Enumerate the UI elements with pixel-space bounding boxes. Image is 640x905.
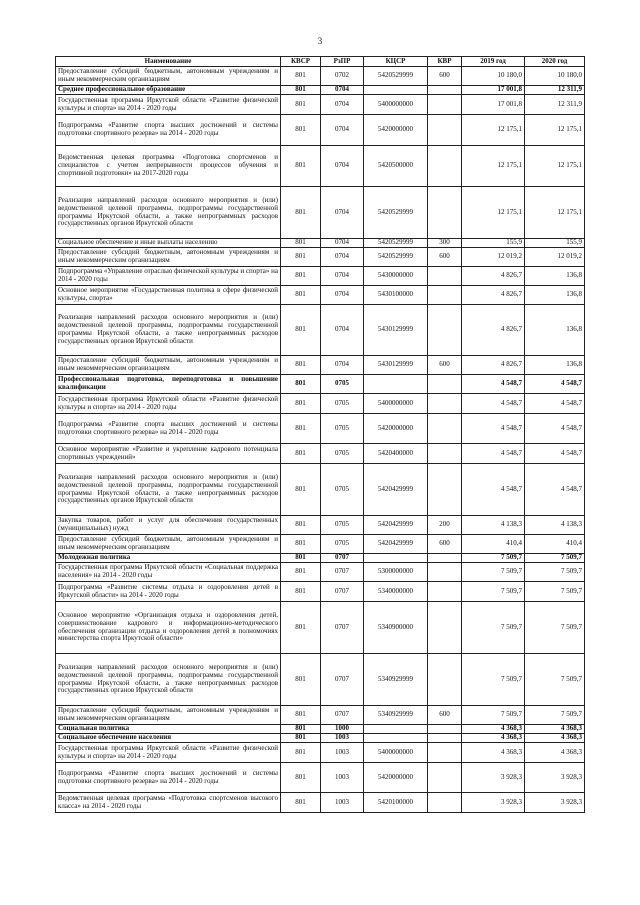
cell-2020: 136,8 (525, 267, 585, 286)
cell-name: Основное мероприятие «Организация отдыха и оздоровления детей, совершенствование кадрового и информационно-методического обеспечения организации отдыха и оздоровления детей в полномочиях министерства спорта Иркутской области» (56, 602, 281, 654)
cell-kvsr: 801 (281, 725, 321, 734)
cell-2019: 4 826,7 (462, 286, 525, 305)
cell-rzpr: 0704 (321, 95, 364, 115)
cell-rzpr: 0704 (321, 187, 364, 239)
cell-kvsr: 801 (281, 115, 321, 146)
table-row (56, 582, 585, 602)
cell-name: Подпрограмма «Управление отраслью физической культуры и спорта» на 2014 - 2020 годы (56, 267, 281, 286)
cell-kvsr: 801 (281, 414, 321, 444)
cell-rzpr: 0705 (321, 394, 364, 414)
cell-2020: 7 509,7 (525, 563, 585, 582)
cell-2020: 7 509,7 (525, 554, 585, 563)
cell-rzpr: 1000 (321, 725, 364, 734)
cell-kcsr (364, 725, 428, 734)
cell-rzpr: 0705 (321, 375, 364, 394)
cell-kvsr: 801 (281, 286, 321, 305)
cell-kvsr: 801 (281, 554, 321, 563)
cell-name: Государственная программа Иркутской области «Социальная поддержка населения» на 2014 - 2020 годы (56, 563, 281, 582)
cell-kvr (428, 654, 462, 706)
cell-kcsr: 5340929999 (364, 706, 428, 725)
cell-kvr (428, 563, 462, 582)
cell-2020: 136,8 (525, 305, 585, 356)
cell-rzpr: 0702 (321, 67, 364, 86)
cell-rzpr: 0704 (321, 146, 364, 187)
cell-rzpr: 0705 (321, 464, 364, 516)
cell-kcsr: 5430129999 (364, 356, 428, 375)
cell-kvr (428, 582, 462, 602)
cell-2019: 4 826,7 (462, 267, 525, 286)
cell-2019: 7 509,7 (462, 602, 525, 654)
cell-name: Государственная программа Иркутской области «Развитие физической культуры и спорта» на 2014 - 2020 годы (56, 394, 281, 414)
cell-kvr (428, 146, 462, 187)
cell-2019: 12 175,1 (462, 146, 525, 187)
cell-2019: 410,4 (462, 535, 525, 554)
cell-kvr (428, 602, 462, 654)
cell-name: Профессиональная подготовка, переподготовка и повышение квалификации (56, 375, 281, 394)
cell-kvr: 600 (428, 535, 462, 554)
cell-2019: 7 509,7 (462, 706, 525, 725)
cell-kcsr: 5340900000 (364, 602, 428, 654)
cell-rzpr: 0704 (321, 115, 364, 146)
table-header-row (56, 57, 585, 67)
cell-2019: 3 928,3 (462, 793, 525, 813)
cell-rzpr: 0704 (321, 239, 364, 248)
cell-kcsr: 5420500000 (364, 146, 428, 187)
cell-name: Подпрограмма «Развитие спорта высших достижений и системы подготовки спортивного резерва» на 2014 - 2020 годы (56, 115, 281, 146)
cell-kvr (428, 725, 462, 734)
cell-kcsr: 5400000000 (364, 394, 428, 414)
cell-rzpr: 0707 (321, 706, 364, 725)
cell-name: Предоставление субсидий бюджетным, автономным учреждениям и иным некоммерческим организациям (56, 356, 281, 375)
cell-kvsr: 801 (281, 394, 321, 414)
cell-kvsr: 801 (281, 267, 321, 286)
cell-2020: 12 311,9 (525, 86, 585, 95)
cell-kcsr: 5400000000 (364, 95, 428, 115)
cell-kvsr: 801 (281, 239, 321, 248)
cell-2019: 3 928,3 (462, 763, 525, 793)
cell-kvr (428, 267, 462, 286)
cell-rzpr: 0707 (321, 654, 364, 706)
cell-kcsr: 5420429999 (364, 516, 428, 535)
cell-2020: 4 548,7 (525, 464, 585, 516)
cell-2019: 17 001,8 (462, 95, 525, 115)
cell-2019: 4 548,7 (462, 375, 525, 394)
cell-name: Подпрограмма «Развитие спорта высших достижений и системы подготовки спортивного резерва» на 2014 - 2020 годы (56, 414, 281, 444)
cell-rzpr: 0705 (321, 444, 364, 464)
table-row (56, 86, 585, 95)
header-2020: 2020 год (525, 57, 585, 67)
cell-2020: 7 509,7 (525, 582, 585, 602)
table-row (56, 414, 585, 444)
cell-name: Молодежная политика (56, 554, 281, 563)
cell-2020: 4 368,3 (525, 725, 585, 734)
cell-kvr: 300 (428, 239, 462, 248)
cell-2020: 4 548,7 (525, 394, 585, 414)
cell-2019: 4 138,3 (462, 516, 525, 535)
cell-2020: 7 509,7 (525, 602, 585, 654)
cell-kcsr: 5420529999 (364, 248, 428, 267)
cell-kcsr: 5420429999 (364, 464, 428, 516)
table-row (56, 654, 585, 706)
cell-kvsr: 801 (281, 248, 321, 267)
cell-kvsr: 801 (281, 95, 321, 115)
cell-2020: 10 180,0 (525, 67, 585, 86)
cell-2019: 4 548,7 (462, 414, 525, 444)
cell-name: Подпрограмма «Развитие спорта высших достижений и системы подготовки спортивного резерва» на 2014 - 2020 годы (56, 763, 281, 793)
table-row (56, 267, 585, 286)
cell-kcsr: 5430129999 (364, 305, 428, 356)
table-row (56, 516, 585, 535)
cell-name: Основное мероприятие «Государственная политика в сфере физической культуры, спорта» (56, 286, 281, 305)
cell-2019: 12 175,1 (462, 187, 525, 239)
cell-rzpr: 1003 (321, 793, 364, 813)
cell-rzpr: 0707 (321, 582, 364, 602)
cell-kvr (428, 444, 462, 464)
cell-name: Предоставление субсидий бюджетным, автономным учреждениям и иным некоммерческим организациям (56, 248, 281, 267)
cell-kcsr: 5420100000 (364, 793, 428, 813)
cell-2020: 4 368,3 (525, 734, 585, 743)
cell-2019: 7 509,7 (462, 554, 525, 563)
cell-2020: 155,9 (525, 239, 585, 248)
cell-2019: 7 509,7 (462, 654, 525, 706)
cell-kvr (428, 554, 462, 563)
cell-kvr (428, 464, 462, 516)
cell-2019: 4 368,3 (462, 743, 525, 763)
cell-kvr (428, 305, 462, 356)
header-kvsr: КВСР (281, 57, 321, 67)
cell-2020: 4 138,3 (525, 516, 585, 535)
cell-kvsr: 801 (281, 516, 321, 535)
cell-kcsr: 5430000000 (364, 267, 428, 286)
cell-2020: 4 548,7 (525, 444, 585, 464)
cell-kvr: 600 (428, 356, 462, 375)
header-rzpr: РзПР (321, 57, 364, 67)
table-row (56, 375, 585, 394)
cell-2019: 4 548,7 (462, 394, 525, 414)
cell-2020: 3 928,3 (525, 793, 585, 813)
cell-2020: 136,8 (525, 286, 585, 305)
cell-kcsr: 5420000000 (364, 115, 428, 146)
cell-kcsr: 5420000000 (364, 763, 428, 793)
cell-kvr (428, 743, 462, 763)
page-number: 3 (317, 36, 323, 46)
header-kvr: КВР (428, 57, 462, 67)
cell-2019: 155,9 (462, 239, 525, 248)
table-row (56, 554, 585, 563)
cell-name: Предоставление субсидий бюджетным, автономным учреждениям и иным некоммерческим организациям (56, 706, 281, 725)
cell-kcsr: 5340000000 (364, 582, 428, 602)
cell-kvsr: 801 (281, 563, 321, 582)
cell-2019: 12 019,2 (462, 248, 525, 267)
table-row (56, 793, 585, 813)
cell-kvsr: 801 (281, 734, 321, 743)
cell-kvr: 200 (428, 516, 462, 535)
cell-kcsr: 5420000000 (364, 414, 428, 444)
cell-kvsr: 801 (281, 743, 321, 763)
cell-kvr (428, 187, 462, 239)
table-row (56, 67, 585, 86)
cell-kcsr: 5340929999 (364, 654, 428, 706)
table-row (56, 305, 585, 356)
table-row (56, 734, 585, 743)
table-row (56, 187, 585, 239)
cell-kvsr: 801 (281, 654, 321, 706)
cell-kvsr: 801 (281, 793, 321, 813)
table-row (56, 743, 585, 763)
cell-2020: 12 175,1 (525, 187, 585, 239)
cell-kcsr: 5430100000 (364, 286, 428, 305)
cell-rzpr: 0707 (321, 602, 364, 654)
cell-name: Предоставление субсидий бюджетным, автономным учреждениям и иным некоммерческим организациям (56, 535, 281, 554)
cell-2019: 4 368,3 (462, 734, 525, 743)
cell-kvr (428, 394, 462, 414)
cell-name: Среднее профессиональное образование (56, 86, 281, 95)
cell-kvr (428, 86, 462, 95)
cell-2019: 12 175,1 (462, 115, 525, 146)
cell-name: Закупка товаров, работ и услуг для обеспечения государственных (муниципальных) нужд (56, 516, 281, 535)
cell-2020: 136,8 (525, 356, 585, 375)
table-row (56, 535, 585, 554)
table-row (56, 563, 585, 582)
cell-2020: 12 175,1 (525, 146, 585, 187)
table-row (56, 394, 585, 414)
cell-name: Реализация направлений расходов основного мероприятия и (или) ведомственной целевой программы, подпрограммы государственной программы Иркутской области, а также непрограммных расходов государственных органов Иркутской области (56, 187, 281, 239)
cell-name: Социальное обеспечение и иные выплаты населению (56, 239, 281, 248)
cell-2020: 4 548,7 (525, 375, 585, 394)
cell-2020: 410,4 (525, 535, 585, 554)
cell-2019: 10 180,0 (462, 67, 525, 86)
cell-rzpr: 1003 (321, 743, 364, 763)
cell-2020: 7 509,7 (525, 706, 585, 725)
cell-kvr: 600 (428, 706, 462, 725)
cell-rzpr: 0704 (321, 356, 364, 375)
cell-name: Социальная политика (56, 725, 281, 734)
cell-kvsr: 801 (281, 67, 321, 86)
cell-kvsr: 801 (281, 187, 321, 239)
cell-2020: 12 175,1 (525, 115, 585, 146)
cell-kcsr: 5420529999 (364, 187, 428, 239)
cell-name: Реализация направлений расходов основного мероприятия и (или) ведомственной целевой программы, подпрограммы государственной программы Иркутской области, а также непрограммных расходов государственных органов Иркутской области (56, 464, 281, 516)
cell-kvsr: 801 (281, 305, 321, 356)
cell-kvsr: 801 (281, 706, 321, 725)
cell-kvr (428, 286, 462, 305)
cell-kvr (428, 95, 462, 115)
cell-kcsr: 5420429999 (364, 535, 428, 554)
cell-kcsr: 5300000000 (364, 563, 428, 582)
cell-kcsr: 5420400000 (364, 444, 428, 464)
cell-2020: 12 311,9 (525, 95, 585, 115)
cell-2020: 3 928,3 (525, 763, 585, 793)
cell-kvr (428, 115, 462, 146)
cell-rzpr: 0705 (321, 535, 364, 554)
cell-kvsr: 801 (281, 356, 321, 375)
cell-rzpr: 0704 (321, 248, 364, 267)
cell-rzpr: 0704 (321, 86, 364, 95)
cell-name: Государственная программа Иркутской области «Развитие физической культуры и спорта» на 2014 - 2020 годы (56, 95, 281, 115)
cell-2019: 4 826,7 (462, 305, 525, 356)
cell-name: Реализация направлений расходов основного мероприятия и (или) ведомственной целевой программы, подпрограммы государственной программы Иркутской области, а также непрограммных расходов государственных органов Иркутской области (56, 305, 281, 356)
cell-name: Основное мероприятие «Развитие и укрепление кадрового потенциала спортивных учреждений» (56, 444, 281, 464)
cell-kvr (428, 414, 462, 444)
cell-rzpr: 1003 (321, 734, 364, 743)
table-row (56, 286, 585, 305)
budget-table (55, 56, 585, 813)
cell-2020: 7 509,7 (525, 654, 585, 706)
cell-kvr: 600 (428, 67, 462, 86)
cell-kcsr: 5420529999 (364, 239, 428, 248)
cell-name: Социальное обеспечение населения (56, 734, 281, 743)
header-2019: 2019 год (462, 57, 525, 67)
cell-kcsr: 5400000000 (364, 743, 428, 763)
cell-kvsr: 801 (281, 464, 321, 516)
cell-kvr (428, 793, 462, 813)
cell-kvsr: 801 (281, 146, 321, 187)
cell-kvr: 600 (428, 248, 462, 267)
cell-kvsr: 801 (281, 535, 321, 554)
cell-kvsr: 801 (281, 582, 321, 602)
cell-2019: 4 548,7 (462, 444, 525, 464)
cell-kvsr: 801 (281, 763, 321, 793)
cell-2020: 12 019,2 (525, 248, 585, 267)
cell-rzpr: 1003 (321, 763, 364, 793)
cell-rzpr: 0704 (321, 267, 364, 286)
cell-name: Подпрограмма «Развитие системы отдыха и оздоровления детей в Иркутской области» на 2014 - 2020 годы (56, 582, 281, 602)
cell-2020: 4 548,7 (525, 414, 585, 444)
table-row (56, 248, 585, 267)
cell-2019: 4 368,3 (462, 725, 525, 734)
cell-2019: 17 001,8 (462, 86, 525, 95)
cell-2019: 7 509,7 (462, 563, 525, 582)
cell-2019: 7 509,7 (462, 582, 525, 602)
cell-kcsr: 5420529999 (364, 67, 428, 86)
cell-2020: 4 368,3 (525, 743, 585, 763)
table-row (56, 444, 585, 464)
cell-name: Предоставление субсидий бюджетным, автономным учреждениям и иным некоммерческим организациям (56, 67, 281, 86)
cell-kvsr: 801 (281, 444, 321, 464)
table-row (56, 146, 585, 187)
header-kcsr: КЦСР (364, 57, 428, 67)
cell-kcsr (364, 554, 428, 563)
table-row (56, 115, 585, 146)
cell-kvr (428, 375, 462, 394)
cell-name: Ведомственная целевая программа «Подготовка спортсменов и специалистов с учетом непрерывности процессов обучения и спортивной подготовки» на 2017-2020 годы (56, 146, 281, 187)
cell-rzpr: 0704 (321, 305, 364, 356)
table-row (56, 239, 585, 248)
table-row (56, 602, 585, 654)
table-row (56, 725, 585, 734)
cell-kvsr: 801 (281, 375, 321, 394)
table-row (56, 763, 585, 793)
cell-kcsr (364, 86, 428, 95)
cell-rzpr: 0705 (321, 516, 364, 535)
cell-kvsr: 801 (281, 86, 321, 95)
cell-rzpr: 0707 (321, 554, 364, 563)
cell-rzpr: 0704 (321, 286, 364, 305)
cell-name: Государственная программа Иркутской области «Развитие физической культуры и спорта» на 2014 - 2020 годы (56, 743, 281, 763)
table-row (56, 356, 585, 375)
cell-kvsr: 801 (281, 602, 321, 654)
cell-kcsr (364, 734, 428, 743)
cell-2019: 4 826,7 (462, 356, 525, 375)
cell-rzpr: 0707 (321, 563, 364, 582)
cell-kvr (428, 734, 462, 743)
table-row (56, 95, 585, 115)
header-name: Наименование (56, 57, 281, 67)
cell-rzpr: 0705 (321, 414, 364, 444)
cell-2019: 4 548,7 (462, 464, 525, 516)
cell-name: Реализация направлений расходов основного мероприятия и (или) ведомственной целевой программы, подпрограммы государственной программы Иркутской области, а также непрограммных расходов государственных органов Иркутской области (56, 654, 281, 706)
cell-kcsr (364, 375, 428, 394)
table-row (56, 464, 585, 516)
table-row (56, 706, 585, 725)
cell-kvr (428, 763, 462, 793)
cell-name: Ведомственная целевая программа «Подготовка спортсменов высокого класса» на 2014 - 2020 годы (56, 793, 281, 813)
